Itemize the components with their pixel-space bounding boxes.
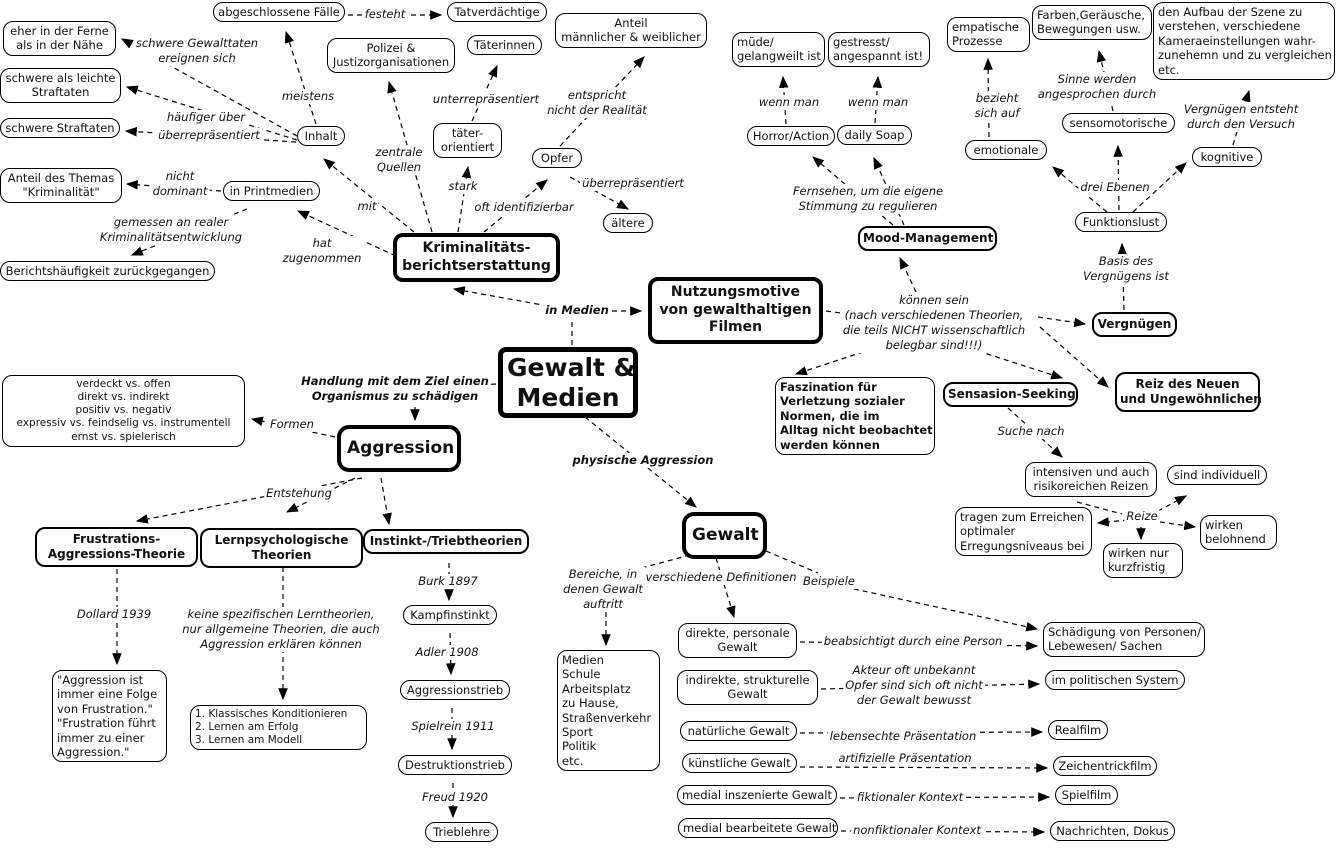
node-aufbau-der-szene[interactable]: den Aufbau der Szene zu verstehen, verschiedene Kameraeinstellungen wahr- zunehemn und zu vergleichen etc. — [1153, 2, 1335, 80]
edge-label-haeufiger-ueber: häufiger über — [166, 110, 246, 124]
edge-label-bezieht-sich-auf: bezieht sich auf — [974, 91, 1020, 120]
edge-line-33 — [1038, 317, 1085, 324]
node-wirken-kurzfristig[interactable]: wirken nur kurzfristig — [1103, 543, 1183, 578]
node-gestresst-angespannt[interactable]: gestresst/ angespannt ist! — [828, 32, 930, 67]
node-daily-soap[interactable]: daily Soap — [837, 125, 912, 145]
edge-label-fernsehen-stimmung: Fernsehen, um die eigene Stimmung zu regulieren — [792, 184, 944, 213]
edge-label-zentrale-quellen: zentrale Quellen — [375, 145, 423, 174]
node-instinkt-triebtheorien[interactable]: Instinkt-/Triebtheorien — [363, 529, 529, 554]
edge-label-nicht-dominant: nicht dominant — [152, 169, 208, 198]
edge-label-burk-1897: Burk 1897 — [418, 574, 478, 588]
node-sind-individuell[interactable]: sind individuell — [1167, 465, 1267, 485]
node-vergnuegen[interactable]: Vergnügen — [1092, 312, 1177, 337]
node-wirken-belohnend[interactable]: wirken belohnend — [1200, 515, 1277, 550]
edge-label-hat-zugenommen: hat zugenommen — [282, 236, 362, 265]
edge-label-nonfiktionaler-kontext: nonfiktionaler Kontext — [853, 823, 981, 837]
edge-label-ueberrepraesentiert-links: überrepräsentiert — [158, 128, 260, 142]
edge-label-drei-ebenen: drei Ebenen — [1080, 180, 1150, 194]
edge-line-56 — [716, 558, 734, 617]
node-kriminalitaetsberichterstattung[interactable]: Kriminalitäts- berichtserstattung — [393, 233, 560, 282]
edge-label-akteur-oft-unbekannt: Akteur oft unbekannt Opfer sind sich oft nicht der Gewalt bewusst — [845, 663, 983, 707]
node-abgeschlossene-faelle[interactable]: abgeschlossene Fälle — [213, 2, 345, 22]
node-lernformen[interactable]: 1. Klassisches Konditionieren 2. Lernen am Erfolg 3. Lernen am Modell — [190, 705, 367, 750]
edge-label-basis-des-vergnuegens: Basis des Vergnügens ist — [1083, 254, 1169, 283]
node-schaedigung[interactable]: Schädigung von Personen/ Lebewesen/ Sachen — [1043, 622, 1205, 657]
node-realfilm[interactable]: Realfilm — [1048, 720, 1108, 740]
edge-label-festeht: festeht — [364, 7, 406, 21]
edge-label-keine-spezifischen: keine spezifischen Lerntheorien, nur allgemeine Theorien, die auch Aggression erklären können — [182, 607, 380, 651]
edge-label-formen: Formen — [270, 417, 314, 431]
edge-label-sinne-werden: Sinne werden angesprochen durch — [1037, 72, 1157, 101]
node-lernpsychologische-theorien[interactable]: Lernpsychologische Theorien — [200, 528, 363, 568]
node-kognitive[interactable]: kognitive — [1192, 147, 1262, 167]
edge-line-3 — [286, 32, 316, 124]
edge-line-31 — [796, 349, 872, 374]
node-polizei-justiz[interactable]: Polizei & Justizorganisationen — [327, 38, 455, 73]
edge-label-verschiedene-definitionen: verschiedene Definitionen — [645, 570, 797, 584]
node-inhalt[interactable]: Inhalt — [297, 126, 345, 146]
edge-line-40 — [1158, 496, 1186, 511]
node-taeterinnen[interactable]: Täterinnen — [467, 35, 542, 55]
node-mood-management[interactable]: Mood-Management — [858, 226, 997, 251]
edge-label-spielrein-1911: Spielrein 1911 — [411, 719, 495, 733]
node-destruktionstrieb[interactable]: Destruktionstrieb — [398, 755, 512, 775]
node-nachrichten-dokus[interactable]: Nachrichten, Dokus — [1050, 821, 1175, 841]
edge-line-62 — [800, 767, 1047, 768]
node-anteil-maennlich-weiblich[interactable]: Anteil männlicher & weiblicher — [555, 13, 707, 48]
node-kampfinstinkt[interactable]: Kampfinstinkt — [403, 605, 497, 625]
edge-label-fiktionaler-kontext: fiktionaler Kontext — [856, 790, 964, 804]
node-berichtshaeufigkeit[interactable]: Berichtshäufigkeit zurückgegangen — [0, 261, 215, 281]
node-dollard-zitat[interactable]: "Aggression ist immer eine Folge von Frustration." "Frustration führt immer zu einer Aggression." — [52, 670, 167, 762]
edge-line-26 — [1118, 146, 1119, 210]
node-faszination[interactable]: Faszination für Verletzung sozialer Normen, die im Alltag nicht beobachtet werden können — [775, 377, 935, 455]
edge-label-ueberrepraesentiert-opfer: überrepräsentiert — [582, 176, 684, 190]
edge-label-entspricht-nicht-der-realitaet: entspricht nicht der Realität — [547, 88, 647, 117]
node-gewalt[interactable]: Gewalt — [682, 512, 767, 559]
node-opfer[interactable]: Opfer — [532, 148, 582, 168]
edge-label-lebensechte-praesentation: lebensechte Präsentation — [829, 729, 977, 743]
edge-label-vergnuegen-entsteht: Vergnügen entsteht durch den Versuch — [1183, 102, 1299, 131]
node-medial-inszenierte-gewalt[interactable]: medial inszenierte Gewalt — [677, 785, 837, 805]
node-frustrations-aggressions-theorie[interactable]: Frustrations- Aggressions-Theorie — [35, 527, 198, 567]
edge-label-dollard-1939: Dollard 1939 — [76, 607, 152, 621]
edge-line-16 — [454, 289, 548, 306]
node-sensomotorische[interactable]: sensomotorische — [1062, 113, 1175, 133]
edge-label-koennen-sein: können sein (nach verschiedenen Theorien, die teils NICHT wissenschaftlich belegbar sind!!!) — [842, 293, 1026, 352]
edge-label-suche-nach: Suche nach — [997, 424, 1065, 438]
node-intensive-reize[interactable]: intensiven und auch risikoreichen Reizen — [1025, 462, 1157, 497]
node-politisches-system[interactable]: im politischen System — [1045, 670, 1185, 690]
node-aggression[interactable]: Aggression — [337, 425, 461, 472]
node-farben-geraeusche[interactable]: Farben,Geräusche, Bewegungen usw. — [1032, 5, 1152, 40]
node-reiz-des-neuen[interactable]: Reiz des Neuen und Ungewöhnlichen — [1115, 372, 1260, 412]
node-natuerliche-gewalt[interactable]: natürliche Gewalt — [680, 721, 797, 741]
edge-line-32 — [978, 351, 1062, 378]
node-empatische-prozesse[interactable]: empatische Prozesse — [947, 17, 1030, 52]
node-medial-bearbeitete-gewalt[interactable]: medial bearbeitete Gewalt — [678, 818, 838, 838]
edge-label-in-medien: in Medien — [545, 303, 609, 317]
node-kuenstliche-gewalt[interactable]: künstliche Gewalt — [682, 753, 797, 773]
edge-label-beabsichtigt: beabsichtigt durch eine Person — [823, 634, 1003, 648]
node-direkte-gewalt[interactable]: direkte, personale Gewalt — [678, 623, 797, 658]
node-spielfilm[interactable]: Spielfilm — [1055, 785, 1118, 805]
edge-label-handlung-mit-dem-ziel: Handlung mit dem Ziel einen Organismus zu schädigen — [301, 374, 489, 403]
edge-label-freud-1920: Freud 1920 — [422, 790, 488, 804]
node-schwere-als-leichte[interactable]: schwere als leichte Straftaten — [0, 68, 121, 103]
edge-label-entstehung: Entstehung — [266, 486, 332, 500]
node-gewalt-und-medien[interactable]: Gewalt & Medien — [498, 347, 638, 418]
edge-label-oft-identifizierbar: oft identifizierbar — [474, 200, 574, 214]
node-tatverdaechtige[interactable]: Tatverdächtige — [447, 2, 547, 22]
edge-line-7 — [458, 167, 468, 232]
edge-label-adler-1908: Adler 1908 — [415, 645, 479, 659]
node-aggressionsformen[interactable]: verdeckt vs. offen direkt vs. indirekt positiv vs. negativ expressiv vs. feindselig vs. instrumentell ernst vs. spielerisch — [2, 375, 245, 447]
edge-label-artifizielle-praesentation: artifizielle Präsentation — [838, 751, 972, 765]
node-muede-gelangweilt[interactable]: müde/ gelangweilt ist — [732, 32, 825, 67]
edge-label-bereiche-in-denen: Bereiche, in denen Gewalt auftritt — [563, 567, 643, 611]
node-in-printmedien[interactable]: in Printmedien — [223, 181, 320, 201]
edge-label-stark: stark — [448, 179, 478, 193]
node-aggressionstrieb[interactable]: Aggressionstrieb — [400, 680, 510, 700]
edge-label-mit: mit — [357, 199, 377, 213]
node-funktionslust[interactable]: Funktionslust — [1075, 212, 1167, 232]
node-taeter-orientiert[interactable]: täter- orientiert — [433, 123, 502, 158]
edge-label-wenn-man-1: wenn man — [758, 95, 820, 109]
edge-label-gemessen-an-realer: gemessen an realer Kriminalitätsentwicklung — [99, 215, 243, 244]
edge-label-unterrepraesentiert: unterrepräsentiert — [432, 92, 540, 106]
node-anteil-themas-kriminalitaet[interactable]: Anteil des Themas "Kriminalität" — [0, 168, 122, 203]
edge-line-46 — [381, 478, 389, 524]
node-schwere-straftaten[interactable]: schwere Straftaten — [0, 118, 120, 138]
node-aeltere[interactable]: ältere — [603, 213, 653, 233]
edge-label-reize: Reize — [1126, 509, 1158, 523]
edge-line-58 — [845, 587, 1037, 629]
node-emotionale[interactable]: emotionale — [965, 140, 1047, 160]
edge-line-30 — [900, 258, 916, 292]
node-erregungsniveaus[interactable]: tragen zum Erreichen optimaler Erregungsniveaus bei — [955, 507, 1092, 556]
node-gewaltbereiche[interactable]: Medien Schule Arbeitsplatz zu Hause, Straßenverkehr Sport Politik etc. — [557, 650, 660, 771]
node-sensation-seeking[interactable]: Sensasion-Seeking — [943, 382, 1078, 407]
edge-label-physische-aggression: physische Aggression — [572, 453, 714, 467]
node-eher-in-der-ferne[interactable]: eher in der Ferne als in der Nähe — [3, 21, 116, 56]
edge-label-meistens: meistens — [281, 89, 335, 103]
edge-line-39 — [1160, 522, 1195, 527]
node-horror-action[interactable]: Horror/Action — [747, 126, 835, 146]
node-nutzungsmotive[interactable]: Nutzungsmotive von gewalthaltigen Filmen — [648, 277, 823, 344]
edge-label-beispiele: Beispiele — [803, 574, 855, 588]
edge-label-wenn-man-2: wenn man — [847, 95, 909, 109]
node-zeichentrickfilm[interactable]: Zeichentrickfilm — [1053, 756, 1157, 776]
edge-label-schwere-gewalttaten: schwere Gewalttaten ereignen sich — [135, 36, 259, 65]
node-trieblehre[interactable]: Trieblehre — [425, 822, 498, 842]
node-indirekte-gewalt[interactable]: indirekte, strukturelle Gewalt — [677, 670, 818, 705]
